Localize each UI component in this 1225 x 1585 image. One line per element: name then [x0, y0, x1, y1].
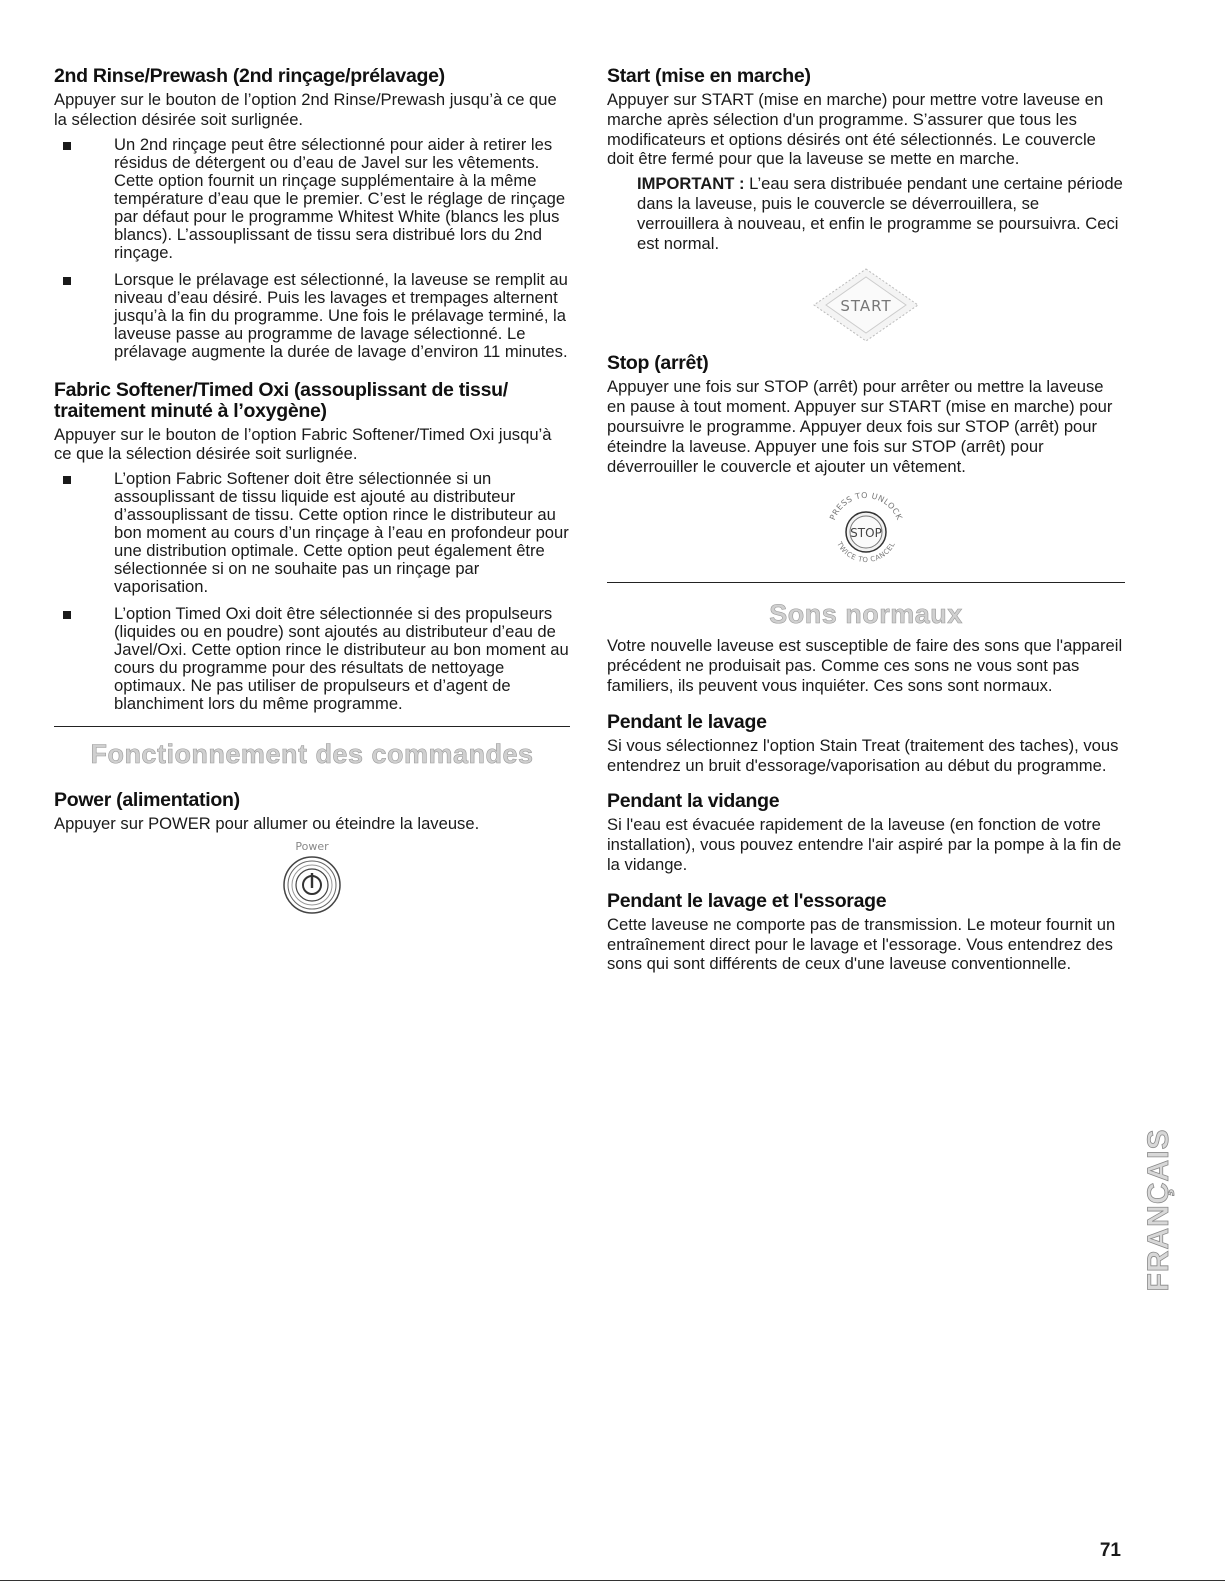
stop-heading: Stop (arrêt): [607, 352, 709, 375]
start-text: Appuyer sur START (mise en marche) pour mettre votre laveuse en marche après sélection d'un programme. S’assurer que tous les modificateurs et options désirés ont été sélectionnés. Le couvercle doit être fermé pour que la laveuse se mette en marche.: [607, 90, 1104, 169]
controls-section-title: Fonctionnement des commandes: [90, 739, 534, 770]
stop-button-label: STOP: [850, 526, 882, 541]
softener-intro: Appuyer sur le bouton de l’option Fabric Softener/Timed Oxi jusqu’à ce que la sélection désirée soit surlignée.: [54, 424, 552, 464]
start-button-figure: [607, 267, 1125, 343]
stop-arc-top-text: PRESS TO UNLOCK: [828, 491, 904, 522]
important-text: L’eau sera distribuée pendant une certaine période dans la laveuse, puis le couvercle se déverrouillera, se verrouillera à nouveau, et enfin le programme se poursuivra. Ceci est normal.: [637, 174, 1123, 253]
drain-heading: Pendant la vidange: [607, 790, 780, 813]
spin-text: Cette laveuse ne comporte pas de transmission. Le moteur fournit un entraînement direct pour le lavage et l'essorage. Vous entendrez des sons qui sont différents de ceux d'une laveuse conventionnelle.: [607, 914, 1116, 974]
list-item: L’option Timed Oxi doit être sélectionnée si des propulseurs (liquides ou en poudre) sont ajoutés au distributeur d’eau de Javel/Oxi. Cette option rince le distributeur au bon moment au cours du programme pour des résultats de nettoyage optimaux. Ne pas utiliser de propulseurs et d’agent de blanchiment lors du même programme.: [54, 605, 570, 713]
page-number: 71: [1099, 1540, 1121, 1561]
power-button-figure: [54, 838, 570, 918]
start-button-label: START: [840, 297, 892, 316]
drain-text: Si l'eau est évacuée rapidement de la laveuse (en fonction de votre installation), vous pouvez entendre l'air aspiré par la pompe à la fin de la vidange.: [607, 815, 1122, 874]
sounds-intro: Votre nouvelle laveuse est susceptible de faire des sons que l'appareil précédent ne produisait pas. Comme ces sons ne vous sont pas familiers, ils peuvent vous inquiéter. Ces sons sont normaux.: [607, 636, 1123, 695]
power-button-label: Power: [295, 839, 329, 853]
softener-bullet-list: [54, 470, 570, 713]
page-bottom-border: [0, 1580, 1225, 1581]
language-tab-label: FRANÇAIS: [1142, 1128, 1175, 1292]
stop-text: Appuyer une fois sur STOP (arrêt) pour arrêter ou mettre la laveuse en pause à tout moment. Appuyer sur START (mise en marche) pour poursuivre le programme. Appuyer deux fois sur STOP (arrêt) pour éteindre la laveuse. Appuyer une fois sur STOP (arrêt) pour déverrouiller le couvercle et ajouter un vêtement.: [607, 377, 1113, 476]
spin-heading: Pendant le lavage et l'essorage: [607, 889, 887, 912]
list-item: L’option Fabric Softener doit être sélectionnée si un assouplissant de tissu liquide est ajouté au distributeur d’assouplissant de tissu. Cette option rince le distributeur au bon moment au cours d’un rinçage à l’eau en profondeur pour une distribution optimale. Cette option peut également être sélectionnée si on ne souhaite pas un rinçage par vaporisation.: [54, 470, 570, 596]
language-tab: [1142, 1075, 1175, 1345]
softener-heading: Fabric Softener/Timed Oxi (assouplissant de tissu/ traitement minuté à l’oxygène): [54, 378, 508, 422]
wash-text: Si vous sélectionnez l'option Stain Treat (traitement des taches), vous entendrez un bruit d'essorage/vaporisation au début du programme.: [607, 735, 1119, 775]
important-label: IMPORTANT :: [637, 174, 745, 194]
rinse-heading: 2nd Rinse/Prewash (2nd rinçage/prélavage): [54, 65, 445, 87]
wash-heading: Pendant le lavage: [607, 710, 767, 733]
stop-arc-bottom-text: TWICE TO CANCEL: [835, 540, 897, 565]
list-item: Lorsque le prélavage est sélectionné, la laveuse se remplit au niveau d’eau désiré. Puis les lavages et trempages alternent jusqu’à la fin du programme. Une fois le prélavage terminé, la laveuse passe au programme de lavage sélectionné. Le prélavage augmente la durée de lavage d’environ 11 minutes.: [54, 271, 570, 361]
stop-button-figure: [607, 486, 1125, 576]
rinse-intro: Appuyer sur le bouton de l’option 2nd Rinse/Prewash jusqu’à ce que la sélection désirée soit surlignée.: [54, 90, 557, 129]
start-button-icon: [806, 267, 926, 343]
left-column: [54, 66, 570, 918]
list-item: Un 2nd rinçage peut être sélectionné pour aider à retirer les résidus de détergent ou d’eau de Javel sur les vêtements. Cette option fournit un rinçage supplémentaire à la même température d’eau que le premier. C’est le réglage de rinçage par défaut pour le programme Whitest White (blancs les plus blancs). L’assouplissant de tissu sera distribué lors du 2nd rinçage.: [54, 136, 570, 262]
power-heading: Power (alimentation): [54, 789, 240, 812]
start-heading: Start (mise en marche): [607, 65, 811, 87]
rinse-bullet-list: [54, 136, 570, 361]
right-column: [607, 66, 1125, 974]
sounds-section-title: Sons normaux: [769, 599, 963, 630]
power-button-icon: [272, 838, 352, 918]
important-note: [607, 174, 1125, 253]
power-text: Appuyer sur POWER pour allumer ou éteindre la laveuse.: [54, 814, 480, 834]
stop-button-icon: [821, 486, 911, 576]
